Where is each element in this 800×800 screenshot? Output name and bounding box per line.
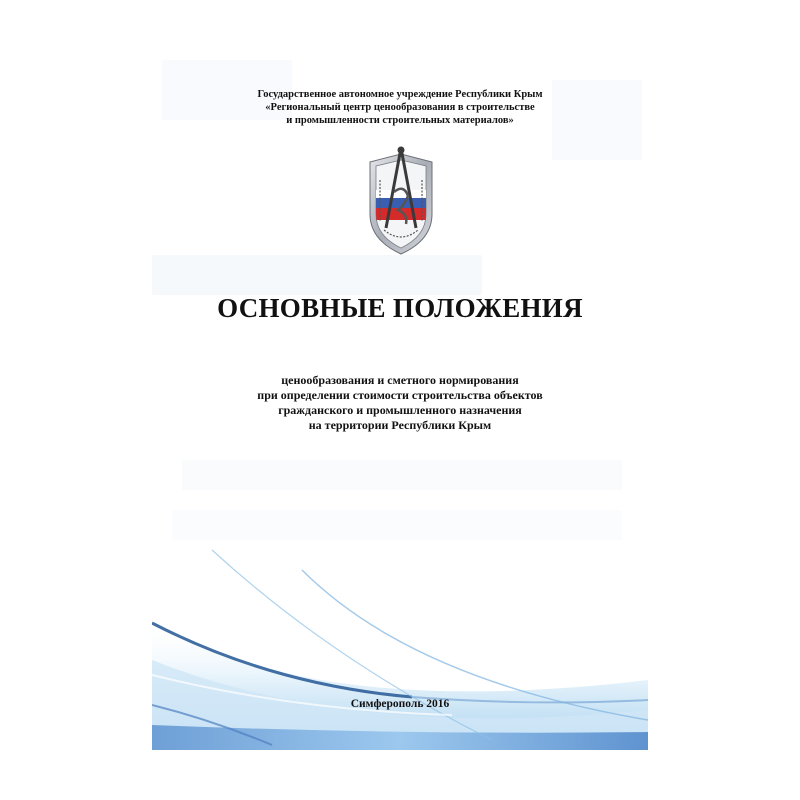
decorative-waves bbox=[152, 510, 648, 750]
subtitle-line: при определении стоимости строительства объектов bbox=[257, 388, 543, 402]
background-watermark bbox=[152, 255, 482, 295]
subtitle-line: ценообразования и сметного нормирования bbox=[281, 373, 519, 387]
organization-line: и промышленности строительных материалов» bbox=[286, 115, 514, 126]
organization-line: Государственное автономное учреждение Республики Крым bbox=[257, 89, 543, 100]
place-and-year: Симферополь 2016 bbox=[350, 698, 450, 710]
organization-line: «Региональный центр ценообразования в строительстве bbox=[265, 102, 535, 113]
organization-name bbox=[152, 88, 648, 127]
background-watermark bbox=[182, 460, 622, 490]
document-cover-page bbox=[152, 40, 648, 750]
subtitle-line: на территории Республики Крым bbox=[308, 418, 492, 432]
shield-emblem-icon bbox=[364, 144, 438, 256]
document-title: ОСНОВНЫЕ ПОЛОЖЕНИЯ bbox=[217, 293, 583, 323]
subtitle-line: гражданского и промышленного назначения bbox=[278, 403, 522, 417]
document-subtitle bbox=[152, 373, 648, 433]
